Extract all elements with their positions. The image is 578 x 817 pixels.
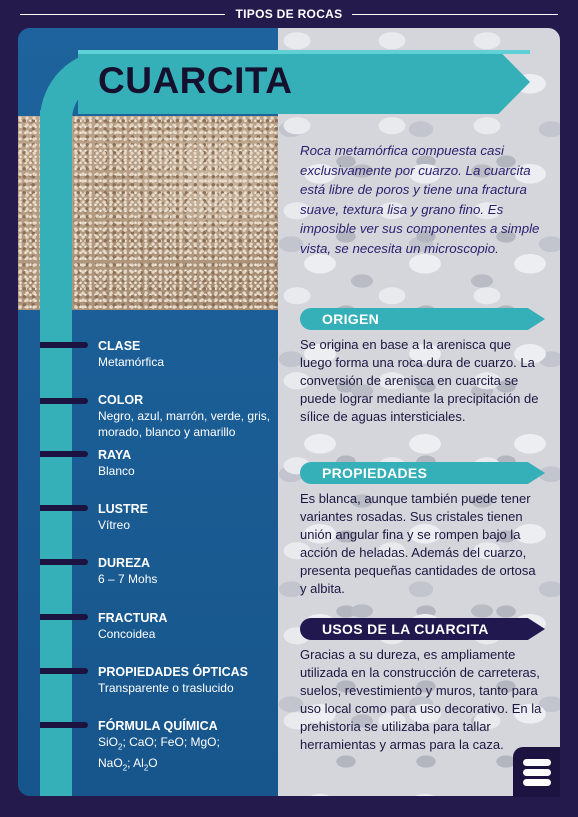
section-header	[300, 308, 545, 330]
property-fractura	[98, 610, 167, 642]
property-value: Negro, azul, marrón, verde, gris, morado, blanco y amarillo	[98, 409, 271, 439]
tick-mark	[40, 668, 88, 674]
top-bar-line-right	[352, 14, 558, 15]
menu-icon	[523, 759, 551, 787]
property-value: Vítreo	[98, 518, 131, 532]
property-label: FÓRMULA QUÍMICA	[98, 719, 218, 733]
property-formula	[98, 718, 268, 777]
tick-mark	[40, 398, 88, 404]
section-text: Se origina en base a la arenisca que luego forma una roca dura de cuarzo. La conversión de arenisca en cuarcita se puede lograr mediante la precipitación de sílice de aguas intersticiales.	[300, 337, 539, 424]
tick-mark	[40, 614, 88, 620]
property-lustre	[98, 501, 148, 533]
tick-mark	[40, 722, 88, 728]
property-label: CLASE	[98, 339, 141, 353]
intro-text: Roca metamórfica compuesta casi exclusivamente por cuarzo. La cuarcita está libre de poros y tiene una fractura suave, textura lisa y grano fino. Es imposible ver sus componentes a simple vista, se necesita un microscopio.	[300, 143, 540, 256]
property-color	[98, 392, 283, 440]
property-clase	[98, 338, 164, 370]
property-value: Transparente o traslucido	[98, 681, 234, 695]
property-dureza	[98, 555, 157, 587]
section-text: Gracias a su dureza, es ampliamente utilizada en la construcción de carreteras, suelos, revestimiento y muros, tanto para uso local como para uso decorativo. En la prehistoria se utilizaba para tallar herramientas y armas para la caza.	[300, 647, 542, 752]
property-value: 6 – 7 Mohs	[98, 572, 158, 586]
tick-mark	[40, 451, 88, 457]
property-label: LUSTRE	[98, 502, 148, 516]
title-banner-highlight	[78, 50, 530, 54]
category-label: TIPOS DE ROCAS	[235, 7, 343, 21]
section-title: USOS DE LA CUARCITA	[322, 621, 489, 637]
tick-mark	[40, 342, 88, 348]
section-title: ORIGEN	[322, 311, 380, 327]
section-propiedades	[300, 462, 545, 598]
section-header	[300, 462, 545, 484]
page-title: CUARCITA	[98, 60, 293, 101]
tick-mark	[40, 559, 88, 565]
top-bar	[0, 0, 578, 28]
property-label: DUREZA	[98, 556, 151, 570]
property-optical	[98, 664, 248, 696]
menu-button[interactable]	[513, 747, 560, 797]
section-title: PROPIEDADES	[322, 465, 428, 481]
chemical-formula: SiO$_2$; CaO; FeO; MgO; NaO$_2$; $Al_2O$	[98, 735, 220, 773]
property-value: Concoidea	[98, 627, 156, 641]
section-header	[300, 618, 545, 640]
tick-mark	[40, 505, 88, 511]
property-value: Metamórfica	[98, 355, 165, 369]
property-label: FRACTURA	[98, 611, 168, 625]
property-value: Blanco	[98, 464, 135, 478]
section-origen	[300, 308, 545, 426]
property-label: RAYA	[98, 448, 132, 462]
property-label: PROPIEDADES ÓPTICAS	[98, 665, 249, 679]
info-card	[18, 28, 560, 796]
section-text: Es blanca, aunque también puede tener variantes rosadas. Sus cristales tienen unión angular fina y se rompen bajo la acción de heladas. Además del cuarzo, presenta pequeñas cantidades de ortosa y albita.	[300, 491, 536, 596]
property-label: COLOR	[98, 393, 144, 407]
section-usos	[300, 618, 545, 754]
property-raya	[98, 447, 135, 479]
